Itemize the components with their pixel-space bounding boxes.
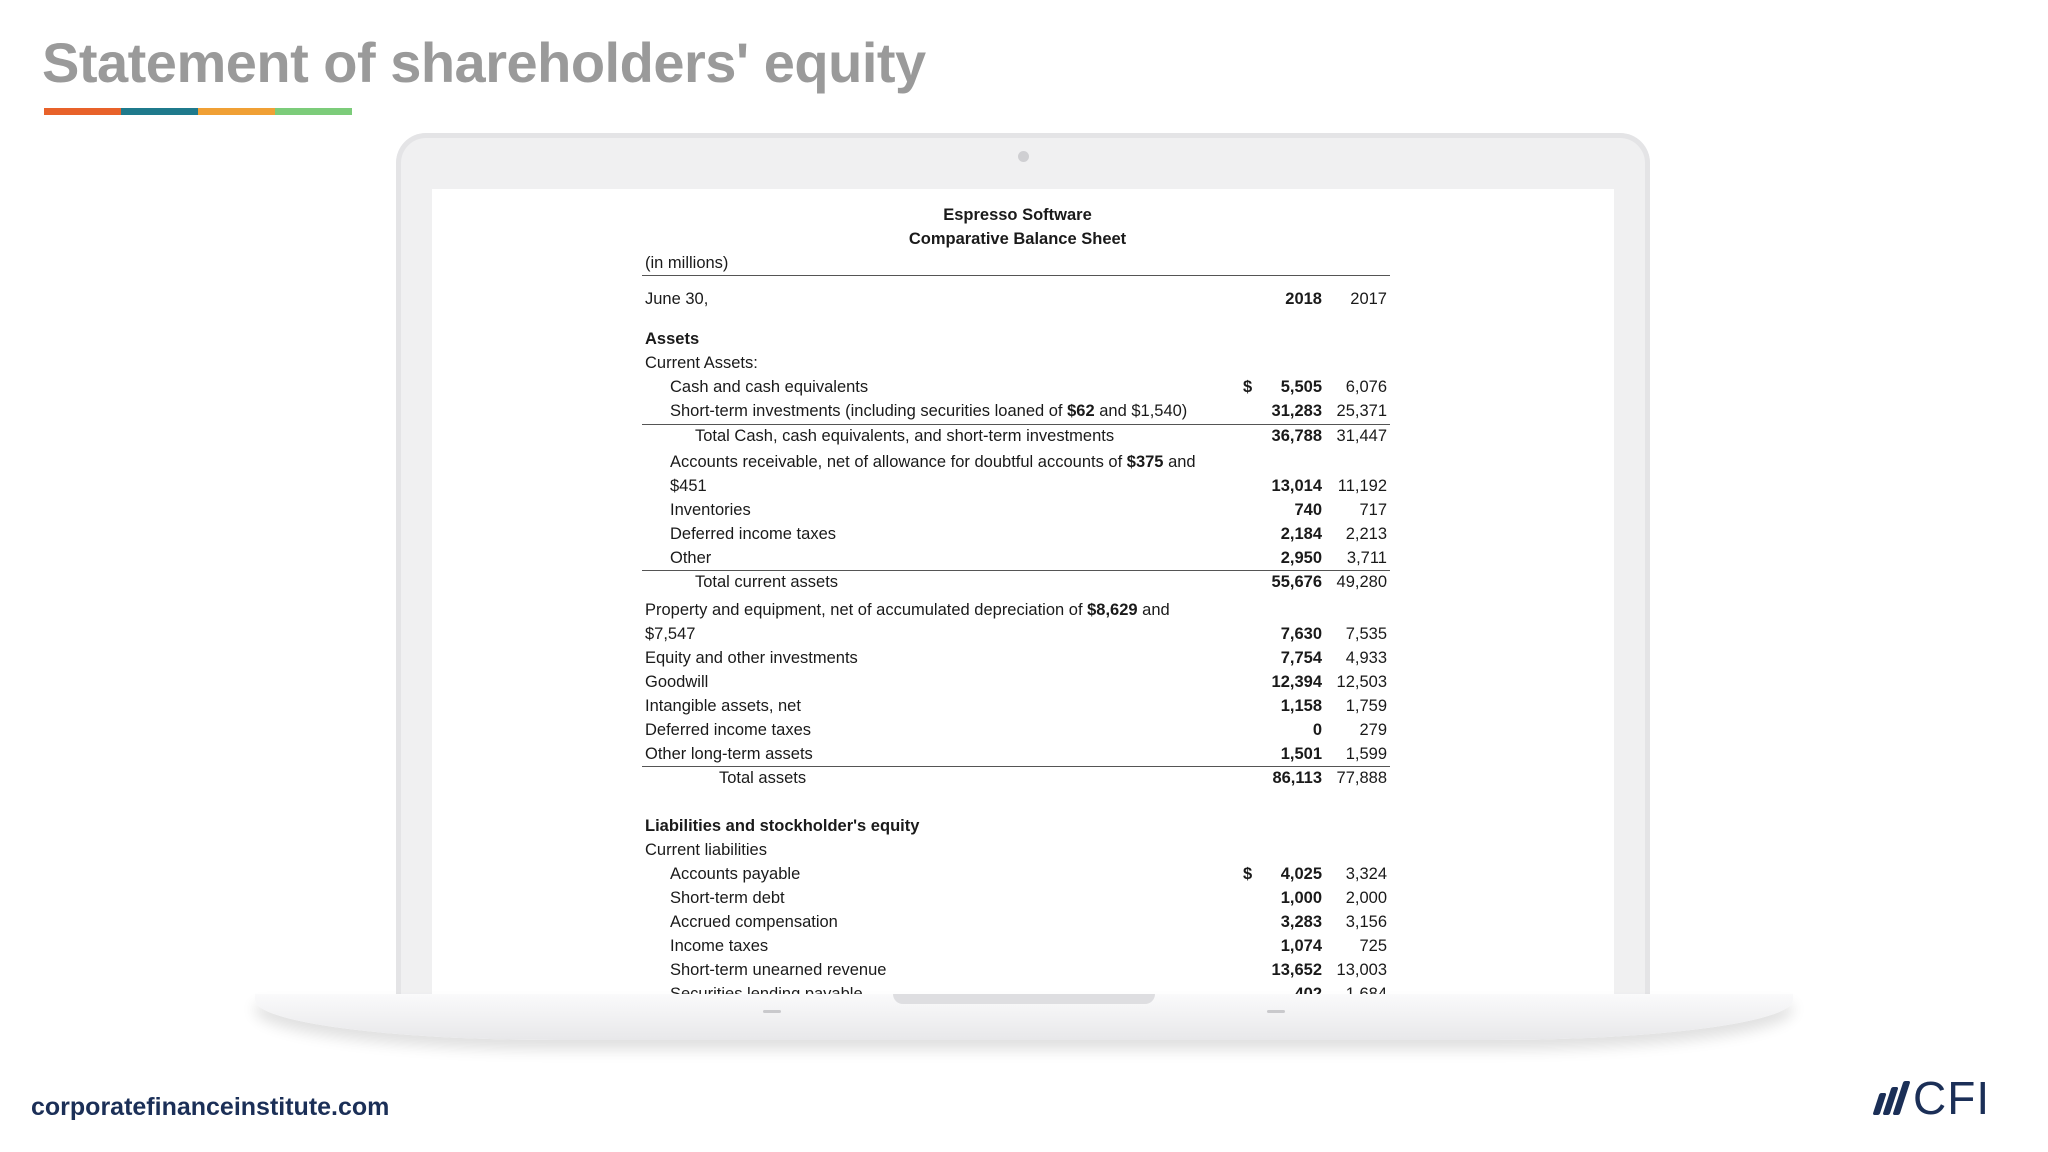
year-2017-header: 2017 [1350,290,1387,308]
value-2018: 5,505 [1280,378,1322,396]
value-2018: 31,283 [1271,402,1322,420]
value-2017: 3,324 [1345,865,1387,883]
value-2018: 7,754 [1280,649,1322,667]
value-2017: 12,503 [1336,673,1387,691]
sheet-title: Comparative Balance Sheet [908,230,1127,248]
value-2018: 1,000 [1280,889,1322,907]
currency-symbol: $ [1243,378,1253,396]
row-label: Short-term debt [670,889,785,907]
row-label: Short-term unearned revenue [670,961,887,979]
value-2018: 12,394 [1271,673,1322,691]
row-label: Inventories [670,501,751,519]
row-label: Accrued compensation [670,913,838,931]
row-label: $451 [670,477,707,495]
row-label: Accounts payable [670,865,801,883]
row-label: Equity and other investments [645,649,858,667]
laptop-base [255,994,1793,1040]
row-label: Accounts receivable, net of allowance for doubtful accounts of $375 and [670,453,1196,471]
value-2017: 11,192 [1337,477,1387,495]
table-row [645,327,1390,351]
table-row [645,598,1390,622]
value-2018: 86,113 [1272,769,1322,787]
table-row [645,718,1390,742]
table-row [645,399,1390,423]
accent-segment-teal [121,108,198,115]
value-2017: 77,888 [1336,769,1387,787]
logo-text: CFI [1913,1072,1991,1124]
row-label: Goodwill [645,673,709,691]
value-2018: 3,283 [1280,913,1322,931]
table-row [645,375,1390,399]
row-label: Total Cash, cash equivalents, and short-term investments [695,427,1115,445]
value-2017: 25,371 [1336,402,1387,420]
row-label: Deferred income taxes [670,525,836,543]
table-row [645,570,1390,594]
table-row [645,910,1390,934]
value-2017: 49,280 [1336,573,1387,591]
value-2017: 725 [1359,937,1387,955]
unit-note: (in millions) [645,254,729,272]
row-label: Short-term investments (including securities loaned of $62 and $1,540) [670,402,1188,420]
value-2017: 2,213 [1345,525,1387,543]
table-row [645,766,1390,790]
value-2017: 2,000 [1345,889,1387,907]
value-2018: 1,501 [1280,745,1322,763]
value-2018: 13,014 [1271,477,1322,495]
column-header-row [645,287,1390,311]
row-label: Liabilities and stockholder's equity [645,817,920,835]
value-2018: 2,950 [1280,549,1322,567]
year-2018-header: 2018 [1285,290,1322,308]
slide-title: Statement of shareholders' equity [42,31,926,94]
row-label: Cash and cash equivalents [670,378,869,396]
row-label: Income taxes [670,937,769,955]
value-2017: 13,003 [1336,961,1387,979]
title-accent-bar [44,108,352,115]
value-2017: 1,599 [1345,745,1387,763]
date-label: June 30, [645,290,709,308]
table-row [645,886,1390,910]
value-2017: 31,447 [1336,427,1387,445]
balance-sheet [645,203,1390,1003]
cfi-slashes-icon [1872,1081,1910,1115]
laptop-foot [1267,1010,1285,1013]
row-label: Total assets [719,769,807,787]
table-row [645,522,1390,546]
table-row [645,934,1390,958]
currency-symbol: $ [1243,865,1253,883]
value-2018: 4,025 [1280,865,1322,883]
table-row [645,694,1390,718]
laptop-screen [432,189,1614,1003]
value-2017: 1,759 [1345,697,1387,715]
table-row [645,474,1390,498]
table-row [645,670,1390,694]
table-row [645,838,1390,862]
table-row [645,622,1390,646]
webcam-icon [1018,151,1029,162]
row-label: Total current assets [695,573,839,591]
table-row [645,351,1390,375]
row-label: Other [670,549,712,567]
table-row [645,742,1390,766]
value-2018: 36,788 [1271,427,1322,445]
row-label: Other long-term assets [645,745,813,763]
row-label: Assets [645,330,700,348]
value-2018: 2,184 [1280,525,1322,543]
footer-url[interactable]: corporatefinanceinstitute.com [31,1093,390,1121]
laptop-foot [763,1010,781,1013]
row-label: Deferred income taxes [645,721,811,739]
accent-segment-orange [44,108,121,115]
accent-segment-green [275,108,352,115]
hinge-notch [893,994,1155,1004]
table-row [645,814,1390,838]
value-2018: 740 [1294,501,1322,519]
table-row [645,862,1390,886]
table-row [645,546,1390,570]
value-2018: 7,630 [1280,625,1322,643]
value-2017: 7,535 [1345,625,1387,643]
row-label: Property and equipment, net of accumulated depreciation of $8,629 and [645,601,1170,619]
laptop-frame [396,133,1650,1003]
value-2017: 4,933 [1345,649,1387,667]
value-2018: 1,158 [1280,697,1322,715]
value-2017: 279 [1359,721,1387,739]
value-2017: 6,076 [1345,378,1387,396]
company-name: Espresso Software [943,206,1092,224]
table-row [645,646,1390,670]
table-row [645,424,1390,448]
row-label: $7,547 [645,625,696,643]
row-label: Intangible assets, net [645,697,801,715]
value-2017: 3,711 [1346,549,1387,567]
accent-segment-amber [198,108,275,115]
table-row [645,498,1390,522]
table-row [645,450,1390,474]
row-label: Current liabilities [645,841,767,859]
table-row [645,958,1390,982]
sheet-rows [645,275,1390,1003]
value-2018: 0 [1312,721,1322,739]
value-2018: 55,676 [1271,573,1322,591]
value-2018: 13,652 [1271,961,1322,979]
value-2018: 1,074 [1280,937,1322,955]
row-label: Current Assets: [645,354,758,372]
value-2017: 3,156 [1345,913,1387,931]
value-2017: 717 [1359,501,1387,519]
cfi-logo [1878,1072,1991,1124]
